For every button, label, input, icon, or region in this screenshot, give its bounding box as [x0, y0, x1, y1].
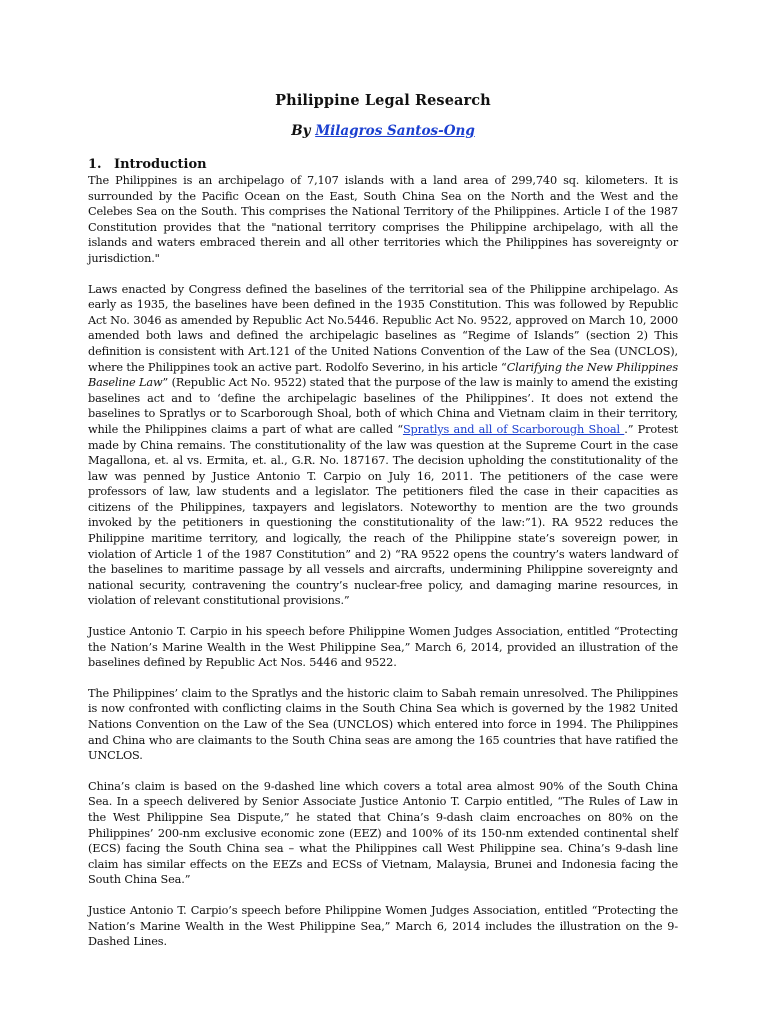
section-title: Introduction [114, 157, 207, 172]
article-title: Clarifying the New Philippines Baseline Law [88, 360, 678, 390]
spratlys-link[interactable]: Spratlys and all of Scarborough Shoal [402, 422, 625, 436]
paragraph-4: The Philippines’ claim to the Spratlys and the historic claim to Sabah remain unresolved. The Philippines is now confronted with conflicting claims in the South China Sea which is governed by the 1982 United Nations Convention on the Law of the Sea (UNCLOS) which entered into force in 1994. The Philippines and China who are claimants to the South China seas are among the 165 countries that have ratified the UNCLOS. [88, 686, 678, 763]
paragraph-5: China’s claim is based on the 9-dashed line which covers a total area almost 90% of the South China Sea. In a speech delivered by Senior Associate Justice Antonio T. Carpio entitled, “The Rules of Law in the West Philippine Sea Dispute,” he stated that China’s 9-dash claim encroaches on 80% on the Philippines’ 200-nm exclusive economic zone (EEZ) and 100% of its 150-nm extended continental shelf (ECS) facing the South China sea – what the Philippines call West Philippine sea. China’s 9-dash line claim has similar effects on the EEZs and ECSs of Vietnam, Malaysia, Brunei and Indonesia facing the South China Sea.” [88, 779, 678, 887]
paragraph-6: Justice Antonio T. Carpio’s speech before Philippine Women Judges Association, entitled “Protecting the Nation’s Marine Wealth in the West Philippine Sea,” March 6, 2014 includes the illustration on the 9-Dashed Lines. [88, 903, 678, 949]
paragraph-2-part-c: .” Protest made by China remains. The constitutionality of the law was question at the Supreme Court in the case Magallona, et. al vs. Ermita, et. al., G.R. No. 187167. The decision upholding the constitutionality of the law was penned by Justice Antonio T. Carpio on July 16, 2011. The petitioners of the case were professors of law, law students and a legislator. The petitioners filed the case in their capacities as citizens of the Philippines, taxpayers and legislators. Noteworthy to mention are the two grounds invoked by the petitioners in questioning the constitutionality of the law:”1). RA 9522 reduces the Philippine maritime territory, and logically, the reach of the Philippine state’s sovereign power, in violation of Article 1 of the 1987 Constitution” and 2) “RA 9522 opens the country’s waters landward of the baselines to maritime passage by all vessels and aircrafts, undermining Philippine sovereignty and national security, contravening the country’s nuclear-free policy, and damaging marine resources, in violation of relevant constitutional provisions.” [88, 422, 678, 608]
section-heading [88, 157, 678, 173]
document-page [88, 92, 678, 965]
paragraph-1: The Philippines is an archipelago of 7,107 islands with a land area of 299,740 sq. kilometers. It is surrounded by the Pacific Ocean on the East, South China Sea on the North and the West and the Celebes Sea on the South. This comprises the National Territory of the Philippines. Article I of the 1987 Constitution provides that the "national territory comprises the Philippine archipelago, with all the islands and waters embraced therein and all other territories which the Philippines has sovereignty or jurisdiction." [88, 174, 678, 265]
author-link[interactable]: Milagros Santos-Ong [315, 123, 475, 139]
document-title: Philippine Legal Research [275, 92, 491, 109]
paragraph-2-part-a: Laws enacted by Congress defined the baselines of the territorial sea of the Philippine archipelago. As early as 1935, the baselines have been defined in the 1935 Constitution. This was followed by Republic Act No. 3046 as amended by Republic Act No.5446. Republic Act No. 9522, approved on March 10, 2000 amended both laws and defined the archipelagic baselines as “Regime of Islands” (section 2) This definition is consistent with Art.121 of the United Nations Convention of the Law of the Sea (UNCLOS), where the Philippines took an active part. Rodolfo Severino, in his article “ [88, 282, 678, 374]
byline-prefix: By [291, 123, 316, 139]
paragraph-2 [88, 282, 678, 609]
paragraph-3: Justice Antonio T. Carpio in his speech before Philippine Women Judges Association, entitled “Protecting the Nation’s Marine Wealth in the West Philippine Sea,” March 6, 2014, provided an illustration of the baselines defined by Republic Act Nos. 5446 and 9522. [88, 625, 678, 670]
byline [88, 123, 678, 139]
section-number: 1. [88, 157, 102, 172]
paragraph-2-part-b: ” (Republic Act No. 9522) stated that the purpose of the law is mainly to amend the existing baselines act and to ‘define the archipelagic baselines of the Philippines’. It does not extend the baselines to Spratlys or to Scarborough Shoal, both of which China and Vietnam claim in their territory, while the Philippines claims a part of what are called “ [88, 376, 678, 436]
